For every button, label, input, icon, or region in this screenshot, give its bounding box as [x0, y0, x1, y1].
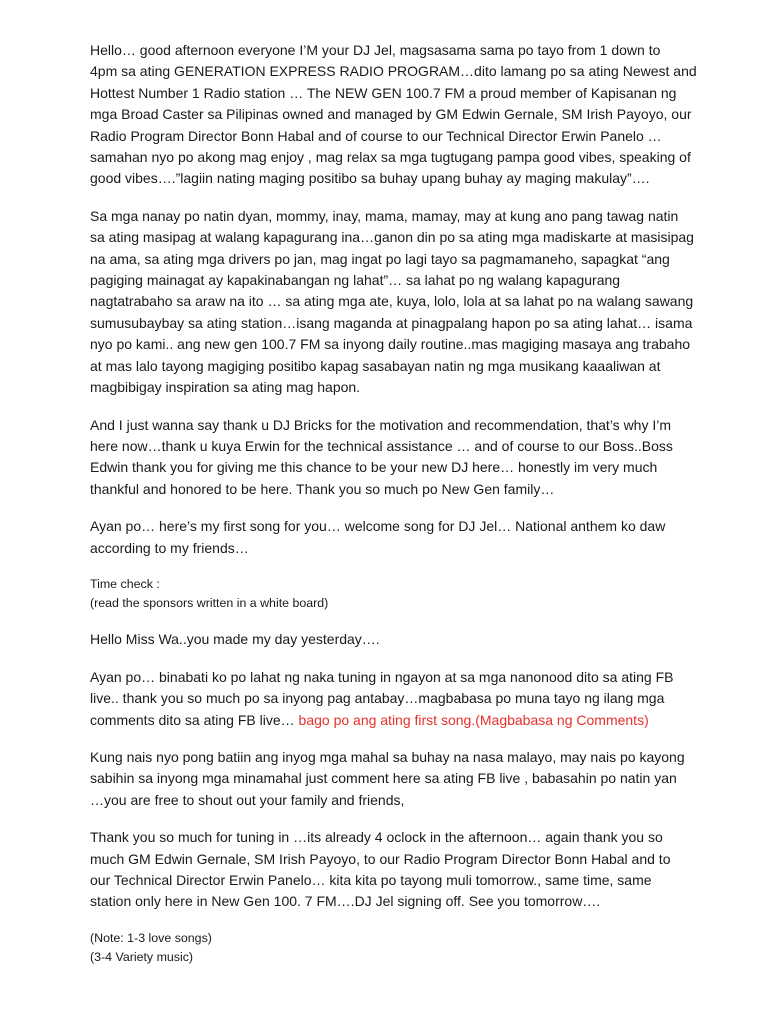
text-line: nagtatrabaho sa araw na ito … sa ating mga ate, kuya, lolo, lola at sa lahat po na walang sawang — [90, 293, 694, 310]
text-line: sumusubaybay sa ating station…isang maganda at pinagpalang hapon po sa ating lahat… isama — [90, 314, 693, 331]
music-note — [90, 929, 696, 967]
fb-live-paragraph — [90, 667, 696, 731]
thanks-paragraph — [90, 415, 696, 501]
text-line: good vibes….”lagiin nating maging positibo sa buhay upang buhay ay maging makulay”…. — [90, 170, 650, 187]
first-song-paragraph — [90, 516, 696, 559]
text-line: Sa mga nanay po natin dyan, mommy, inay, mama, mamay, may at kung ano pang tawag natin — [90, 207, 679, 224]
text-line: live.. thank you so much po sa inyong pag antabay…magbabasa po muna tayo ng ilang mga — [90, 690, 665, 707]
text-line: sa ating masipag at walang kapagurang ina…ganon din po sa ating mga madiskarte at masisipag — [90, 229, 694, 246]
text-line: Time check : — [90, 576, 160, 591]
text-line: nyo po kami.. ang new gen 100.7 FM sa inyong daily routine..mas magiging masaya ang trabaho — [90, 336, 691, 353]
text-line: Ayan po… binabati ko po lahat ng naka tuning in ngayon at sa mga nanonood dito sa ating FB — [90, 668, 674, 685]
text-line: Hottest Number 1 Radio station … The NEW GEN 100.7 FM a proud member of Kapisanan ng — [90, 84, 677, 101]
intro-paragraph — [90, 40, 696, 190]
text-line: magbibigay inspiration sa ating mag hapon. — [90, 379, 361, 396]
comments-text: comments dito sa ating FB live… — [90, 711, 299, 728]
text-line: Radio Program Director Bonn Habal and of course to our Technical Director Erwin Panelo … — [90, 127, 662, 144]
greetings-request-paragraph — [90, 747, 696, 811]
text-line: at mas lalo tayong magiging positibo kapag sasabayan natin ng mga musikang kaaaliwan at — [90, 357, 661, 374]
text-line: Kung nais nyo pong batiin ang inyog mga mahal sa buhay na nasa malayo, may nais po kayong — [90, 748, 685, 765]
text-line: mga Broad Caster sa Pilipinas owned and managed by GM Edwin Gernale, SM Irish Payoyo, our — [90, 106, 692, 123]
text-line: Hello… good afternoon everyone I’M your DJ Jel, magsasama sama po tayo from 1 down to — [90, 42, 661, 58]
text-line: samahan nyo po akong mag enjoy , mag relax sa mga tugtugang pampa good vibes, speaking of — [90, 149, 691, 166]
text-line: station only here in New Gen 100. 7 FM….DJ Jel signing off. See you tomorrow…. — [90, 893, 601, 910]
text-line: pagiging mainagat ay kapakinabangan ng lahat”… sa lahat po ng walang kapagurang — [90, 272, 621, 289]
text-line: (read the sponsors written in a white board) — [90, 596, 329, 611]
text-line: Thank you so much for tuning in …its already 4 oclock in the afternoon… again thank you so — [90, 829, 663, 846]
text-line — [90, 710, 696, 731]
closing-paragraph — [90, 827, 696, 913]
text-line: according to my friends… — [90, 539, 249, 556]
text-line: 4pm sa ating GENERATION EXPRESS RADIO PROGRAM…dito lamang po sa ating Newest and — [90, 63, 697, 80]
text-line: here now…thank u kuya Erwin for the technical assistance … and of course to our Boss..Boss — [90, 437, 673, 454]
text-line: our Technical Director Erwin Panelo… kita kita po tayong muli tomorrow., same time, same — [90, 872, 652, 888]
greeting-paragraph — [90, 206, 696, 399]
text-line: (Note: 1-3 love songs) — [90, 930, 212, 945]
text-line: Hello Miss Wa..you made my day yesterday…. — [90, 631, 380, 648]
time-check-note — [90, 575, 696, 613]
highlighted-instruction: bago po ang ating first song.(Magbabasa ng Comments) — [298, 711, 649, 728]
text-line: sabihin sa inyong mga minamahal just comment here sa ating FB live , babasahin po natin yan — [90, 770, 677, 787]
text-line: And I just wanna say thank u DJ Bricks for the motivation and recommendation, that’s why I’m — [90, 416, 672, 433]
text-line: na ama, sa ating mga drivers po jan, mag ingat po lagi tayo sa pagmamaneho, sapagkat “ang — [90, 250, 670, 267]
text-line: …you are free to shout out your family and friends, — [90, 791, 405, 808]
text-line: (3-4 Variety music) — [90, 950, 194, 965]
shoutout-paragraph — [90, 629, 696, 650]
text-line: much GM Edwin Gernale, SM Irish Payoyo, to our Radio Program Director Bonn Habal and to — [90, 850, 671, 867]
text-line: Ayan po… here’s my first song for you… welcome song for DJ Jel… National anthem ko daw — [90, 518, 666, 535]
text-line: Edwin thank you for giving me this chance to be your new DJ here… honestly im very much — [90, 459, 658, 476]
text-line: thankful and honored to be here. Thank you so much po New Gen family… — [90, 480, 555, 497]
